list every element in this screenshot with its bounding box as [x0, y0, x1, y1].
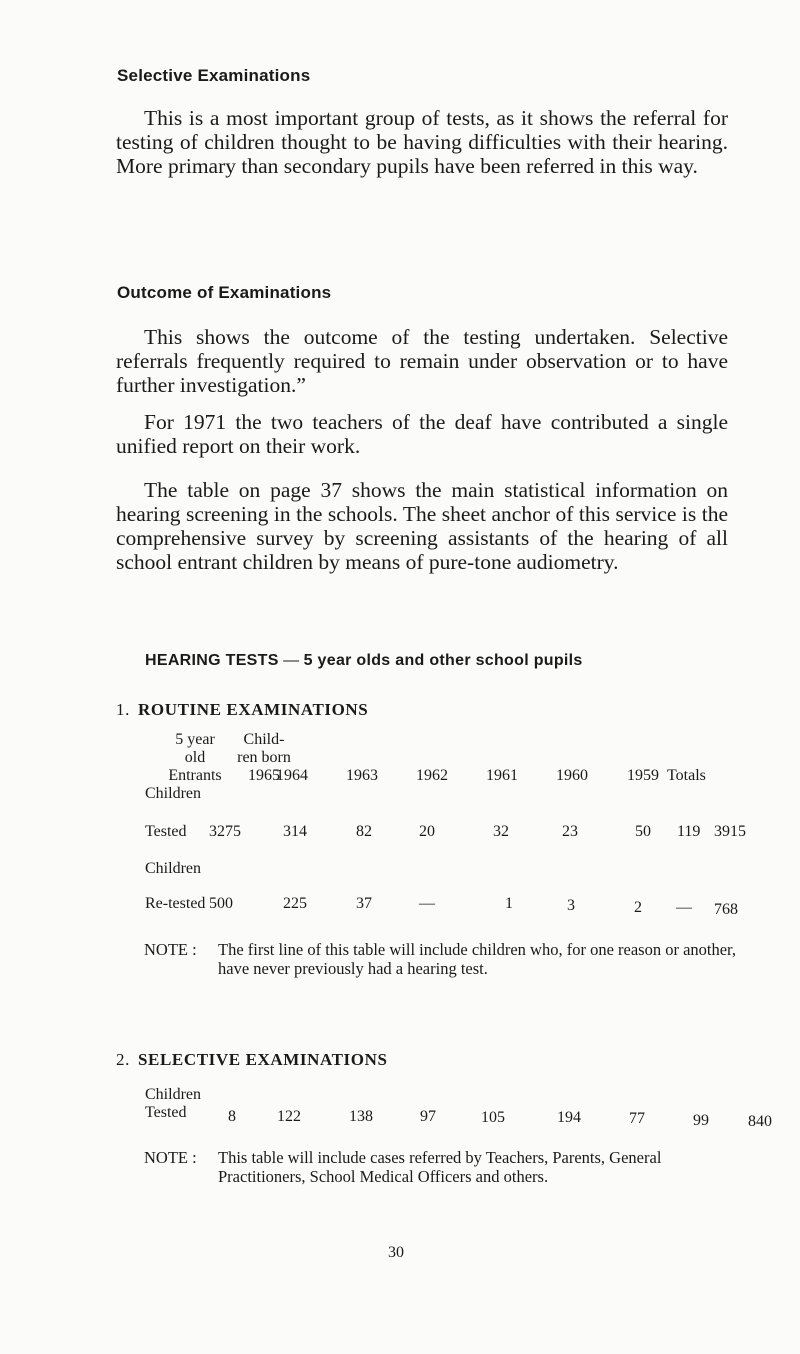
- table-title-dash: —: [283, 652, 300, 669]
- column-header-line: Child-: [243, 731, 285, 748]
- table-cell: 3: [567, 897, 575, 914]
- table-cell: 119: [677, 823, 701, 840]
- column-header-line: ren born: [237, 749, 291, 766]
- paragraph-text: This is a most important group of tests, as it shows the referral for testing of children thought to be having difficulties with their hearing. More primary than secondary pupils have been referred in this way.: [116, 106, 728, 178]
- table-cell: 8: [228, 1108, 236, 1125]
- paragraph-outcome: [116, 325, 728, 397]
- row-label-tested: Tested: [145, 823, 187, 840]
- column-header-year: 1959: [627, 767, 659, 784]
- section-number: 1.: [116, 700, 130, 719]
- row-label-tested: Tested: [145, 1104, 187, 1121]
- routine-section-title: [116, 700, 368, 720]
- table-cell: —: [676, 899, 692, 916]
- note-text: The first line of this table will include children who, for one reason or another, have never previously had a hearing test.: [218, 940, 737, 978]
- table-cell: 99: [693, 1112, 709, 1129]
- section-title-text: ROUTINE EXAMINATIONS: [138, 700, 369, 719]
- table-cell-total: 3915: [714, 823, 746, 840]
- column-header-year: 1961: [486, 767, 518, 784]
- paragraph-text: The table on page 37 shows the main statistical information on hearing screening in the schools. The sheet anchor of this service is the comprehensive survey by screening assistants of the hearing of all school entrant children by means of pure-tone audiometry.: [116, 478, 728, 574]
- selective-section-title: [116, 1050, 388, 1070]
- paragraph-text: For 1971 the two teachers of the deaf have contributed a single unified report on their work.: [116, 410, 728, 458]
- column-header-line: Entrants: [168, 767, 222, 784]
- note-label: NOTE :: [144, 1148, 197, 1167]
- table-cell: 314: [283, 823, 307, 840]
- row-header-children: Children: [145, 1086, 201, 1103]
- table-cell: —: [419, 895, 435, 912]
- table-cell-total: 840: [748, 1113, 772, 1130]
- column-header-line: old: [184, 749, 206, 766]
- row-header-children: Children: [145, 860, 201, 877]
- table-title-main: HEARING TESTS: [145, 652, 279, 669]
- page-number: 30: [388, 1244, 404, 1261]
- column-header-line: 1965: [248, 767, 280, 784]
- table-cell: 1: [505, 895, 513, 912]
- table-title: [145, 652, 583, 670]
- column-header-totals: Totals: [667, 767, 706, 784]
- table-cell: 37: [356, 895, 372, 912]
- table-cell: 122: [277, 1108, 301, 1125]
- column-header-year: 1962: [416, 767, 448, 784]
- table-cell: 23: [562, 823, 578, 840]
- table-cell: 138: [349, 1108, 373, 1125]
- table-cell: 3275: [209, 823, 241, 840]
- table-cell: 50: [635, 823, 651, 840]
- section-heading-selective: Selective Examinations: [117, 66, 311, 85]
- table-cell: 77: [629, 1110, 645, 1127]
- table-cell: 32: [493, 823, 509, 840]
- section-heading-outcome: Outcome of Examinations: [117, 283, 332, 302]
- column-header-line: 5 year: [175, 731, 215, 748]
- note-label: NOTE :: [144, 940, 197, 959]
- table-cell: 82: [356, 823, 372, 840]
- table-cell: 225: [283, 895, 307, 912]
- row-header-children: Children: [145, 785, 201, 802]
- paragraph-teachers: [116, 410, 728, 458]
- column-header-entrants: [160, 731, 230, 785]
- table-cell: 20: [419, 823, 435, 840]
- paragraph-hearing-screening: [116, 478, 728, 574]
- table-cell: 2: [634, 899, 642, 916]
- row-label-retested: Re-tested: [145, 895, 206, 912]
- column-header-year: 1960: [556, 767, 588, 784]
- table-cell-total: 768: [714, 901, 738, 918]
- column-header-year: 1963: [346, 767, 378, 784]
- paragraph-text: This shows the outcome of the testing undertaken. Selective referrals frequently required to remain under observation or to have further investigation.”: [116, 325, 728, 397]
- section-title-text: SELECTIVE EXAMINATIONS: [138, 1050, 388, 1069]
- table-cell: 97: [420, 1108, 436, 1125]
- paragraph-selective: [116, 106, 728, 178]
- table-title-sub: 5 year olds and other school pupils: [303, 652, 583, 669]
- section-number: 2.: [116, 1050, 130, 1069]
- note-text: This table will include cases referred by Teachers, Parents, General Practitioners, School Medical Officers and others.: [218, 1148, 662, 1186]
- table-cell: 105: [481, 1109, 505, 1126]
- table-cell: 500: [209, 895, 233, 912]
- table-cell: 194: [557, 1109, 581, 1126]
- column-header-year: 1964: [276, 767, 308, 784]
